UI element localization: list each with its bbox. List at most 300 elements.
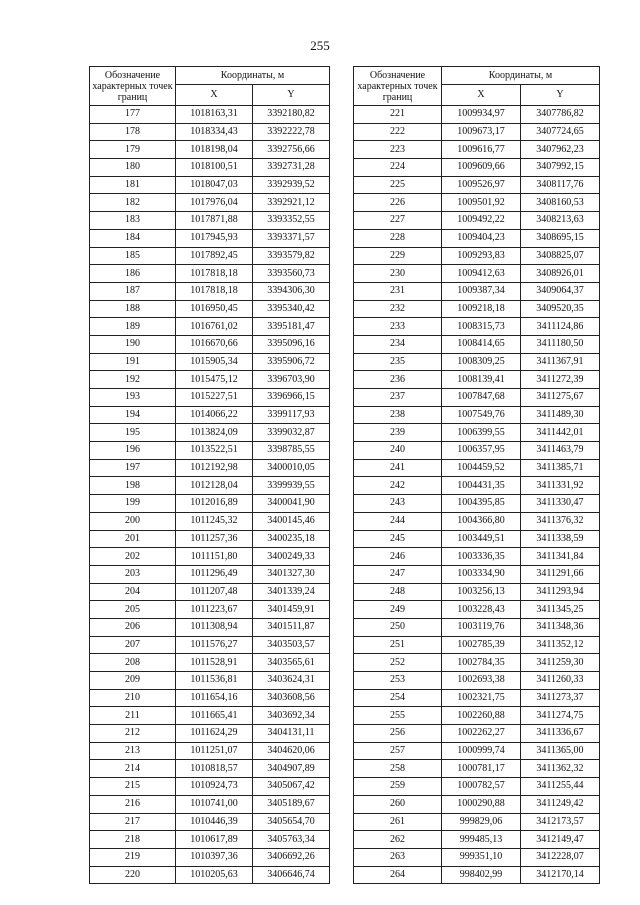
table-row xyxy=(90,371,330,389)
x-coordinate-cell: 1011223,67 xyxy=(176,601,253,619)
table-row xyxy=(354,760,600,778)
point-number-cell: 187 xyxy=(90,282,176,300)
y-coordinate-cell: 3411348,36 xyxy=(521,618,600,636)
y-coordinate-cell: 3400249,33 xyxy=(253,548,330,566)
table-row xyxy=(90,459,330,477)
y-coordinate-cell: 3411489,30 xyxy=(521,406,600,424)
point-number-cell: 230 xyxy=(354,265,442,283)
table-row xyxy=(354,601,600,619)
x-coordinate-cell: 999351,10 xyxy=(442,848,521,866)
point-number-cell: 208 xyxy=(90,654,176,672)
point-number-cell: 190 xyxy=(90,335,176,353)
y-coordinate-cell: 3401327,30 xyxy=(253,565,330,583)
x-coordinate-cell: 1013824,09 xyxy=(176,424,253,442)
y-coordinate-cell: 3411180,50 xyxy=(521,335,600,353)
table-row xyxy=(90,335,330,353)
table-row xyxy=(354,212,600,230)
point-number-cell: 198 xyxy=(90,477,176,495)
x-coordinate-cell: 1017976,04 xyxy=(176,194,253,212)
y-coordinate-cell: 3392222,78 xyxy=(253,123,330,141)
x-coordinate-cell: 1003334,90 xyxy=(442,565,521,583)
table-row xyxy=(90,760,330,778)
x-coordinate-cell: 1009218,18 xyxy=(442,300,521,318)
point-number-cell: 207 xyxy=(90,636,176,654)
y-coordinate-cell: 3411275,67 xyxy=(521,389,600,407)
point-number-cell: 219 xyxy=(90,848,176,866)
point-number-cell: 260 xyxy=(354,795,442,813)
point-number-cell: 188 xyxy=(90,300,176,318)
table-row xyxy=(354,265,600,283)
y-coordinate-cell: 3408695,15 xyxy=(521,229,600,247)
y-coordinate-cell: 3411362,32 xyxy=(521,760,600,778)
y-coordinate-cell: 3412173,57 xyxy=(521,813,600,831)
table-row xyxy=(90,689,330,707)
x-coordinate-cell: 1010617,89 xyxy=(176,831,253,849)
x-coordinate-cell: 1012016,89 xyxy=(176,495,253,513)
x-coordinate-cell: 1002785,39 xyxy=(442,636,521,654)
y-coordinate-cell: 3398785,55 xyxy=(253,442,330,460)
y-coordinate-cell: 3403692,34 xyxy=(253,707,330,725)
y-coordinate-cell: 3399939,55 xyxy=(253,477,330,495)
table-row xyxy=(90,353,330,371)
table-row xyxy=(354,813,600,831)
x-coordinate-cell: 1011151,80 xyxy=(176,548,253,566)
point-number-cell: 184 xyxy=(90,229,176,247)
point-number-cell: 214 xyxy=(90,760,176,778)
table-row xyxy=(90,813,330,831)
y-coordinate-cell: 3407786,82 xyxy=(521,106,600,124)
table-row xyxy=(90,654,330,672)
x-coordinate-cell: 1000999,74 xyxy=(442,742,521,760)
y-coordinate-cell: 3405067,42 xyxy=(253,778,330,796)
point-number-cell: 189 xyxy=(90,318,176,336)
x-coordinate-cell: 1009492,22 xyxy=(442,212,521,230)
point-number-cell: 197 xyxy=(90,459,176,477)
x-coordinate-cell: 1017945,93 xyxy=(176,229,253,247)
table-row xyxy=(90,477,330,495)
coordinates-table-right xyxy=(353,66,600,884)
table-row xyxy=(90,406,330,424)
point-number-cell: 252 xyxy=(354,654,442,672)
y-coordinate-cell: 3400010,05 xyxy=(253,459,330,477)
x-coordinate-cell: 1009501,92 xyxy=(442,194,521,212)
table-row xyxy=(90,424,330,442)
table-row xyxy=(354,282,600,300)
point-number-cell: 216 xyxy=(90,795,176,813)
table-row xyxy=(354,335,600,353)
y-coordinate-cell: 3403608,56 xyxy=(253,689,330,707)
point-number-cell: 250 xyxy=(354,618,442,636)
x-coordinate-cell: 1011207,48 xyxy=(176,583,253,601)
y-coordinate-cell: 3401511,87 xyxy=(253,618,330,636)
table-row xyxy=(90,742,330,760)
y-coordinate-cell: 3411273,37 xyxy=(521,689,600,707)
point-number-cell: 212 xyxy=(90,725,176,743)
x-coordinate-cell: 1002321,75 xyxy=(442,689,521,707)
table-row xyxy=(354,778,600,796)
x-coordinate-cell: 999485,13 xyxy=(442,831,521,849)
point-number-cell: 241 xyxy=(354,459,442,477)
table-row xyxy=(354,831,600,849)
y-coordinate-cell: 3411385,71 xyxy=(521,459,600,477)
table-row xyxy=(90,442,330,460)
table-row xyxy=(354,866,600,884)
x-coordinate-cell: 1004366,80 xyxy=(442,512,521,530)
x-coordinate-cell: 1018198,04 xyxy=(176,141,253,159)
point-number-cell: 234 xyxy=(354,335,442,353)
x-coordinate-cell: 1010924,73 xyxy=(176,778,253,796)
point-number-cell: 245 xyxy=(354,530,442,548)
y-coordinate-cell: 3403565,61 xyxy=(253,654,330,672)
table-row xyxy=(354,583,600,601)
x-coordinate-cell: 1011296,49 xyxy=(176,565,253,583)
y-column-header: Y xyxy=(253,85,330,106)
table-row xyxy=(354,159,600,177)
x-coordinate-cell: 1007847,68 xyxy=(442,389,521,407)
y-coordinate-cell: 3403624,31 xyxy=(253,672,330,690)
y-coordinate-cell: 3401459,91 xyxy=(253,601,330,619)
point-number-cell: 229 xyxy=(354,247,442,265)
x-coordinate-cell: 1003449,51 xyxy=(442,530,521,548)
table-row xyxy=(354,371,600,389)
y-coordinate-cell: 3411345,25 xyxy=(521,601,600,619)
table-row xyxy=(90,636,330,654)
x-coordinate-cell: 1002262,27 xyxy=(442,725,521,743)
y-coordinate-cell: 3411260,33 xyxy=(521,672,600,690)
point-number-cell: 185 xyxy=(90,247,176,265)
x-coordinate-cell: 1011665,41 xyxy=(176,707,253,725)
point-number-cell: 251 xyxy=(354,636,442,654)
table-row xyxy=(90,212,330,230)
point-number-cell: 237 xyxy=(354,389,442,407)
point-number-cell: 193 xyxy=(90,389,176,407)
coordinates-header: Координаты, м xyxy=(442,67,600,85)
y-coordinate-cell: 3400041,90 xyxy=(253,495,330,513)
point-number-cell: 177 xyxy=(90,106,176,124)
y-coordinate-cell: 3411255,44 xyxy=(521,778,600,796)
point-number-cell: 259 xyxy=(354,778,442,796)
table-row xyxy=(90,512,330,530)
point-number-cell: 217 xyxy=(90,813,176,831)
table-row xyxy=(90,530,330,548)
point-number-cell: 215 xyxy=(90,778,176,796)
point-number-cell: 242 xyxy=(354,477,442,495)
table-row xyxy=(90,866,330,884)
point-number-cell: 178 xyxy=(90,123,176,141)
table-row xyxy=(354,318,600,336)
point-number-cell: 248 xyxy=(354,583,442,601)
table-row xyxy=(90,831,330,849)
point-number-cell: 223 xyxy=(354,141,442,159)
y-coordinate-cell: 3393560,73 xyxy=(253,265,330,283)
table-row xyxy=(354,141,600,159)
point-number-cell: 183 xyxy=(90,212,176,230)
y-coordinate-cell: 3392180,82 xyxy=(253,106,330,124)
x-coordinate-cell: 1003119,76 xyxy=(442,618,521,636)
point-number-cell: 220 xyxy=(90,866,176,884)
table-row xyxy=(90,176,330,194)
x-coordinate-cell: 1003256,13 xyxy=(442,583,521,601)
table-row xyxy=(354,512,600,530)
x-coordinate-cell: 1009616,77 xyxy=(442,141,521,159)
x-coordinate-cell: 1017871,88 xyxy=(176,212,253,230)
point-number-cell: 224 xyxy=(354,159,442,177)
y-coordinate-cell: 3408926,01 xyxy=(521,265,600,283)
table-row xyxy=(90,848,330,866)
table-row xyxy=(90,159,330,177)
y-coordinate-cell: 3411367,91 xyxy=(521,353,600,371)
y-coordinate-cell: 3395096,16 xyxy=(253,335,330,353)
y-coordinate-cell: 3392921,12 xyxy=(253,194,330,212)
y-coordinate-cell: 3411365,00 xyxy=(521,742,600,760)
point-number-cell: 222 xyxy=(354,123,442,141)
point-number-cell: 211 xyxy=(90,707,176,725)
y-coordinate-cell: 3407992,15 xyxy=(521,159,600,177)
point-number-cell: 227 xyxy=(354,212,442,230)
x-coordinate-cell: 1011251,07 xyxy=(176,742,253,760)
x-coordinate-cell: 1009404,23 xyxy=(442,229,521,247)
y-coordinate-cell: 3411249,42 xyxy=(521,795,600,813)
table-row xyxy=(354,106,600,124)
y-coordinate-cell: 3400145,46 xyxy=(253,512,330,530)
y-coordinate-cell: 3396966,15 xyxy=(253,389,330,407)
point-number-cell: 235 xyxy=(354,353,442,371)
x-coordinate-cell: 1008414,65 xyxy=(442,335,521,353)
y-coordinate-cell: 3406646,74 xyxy=(253,866,330,884)
x-coordinate-cell: 1010397,36 xyxy=(176,848,253,866)
x-coordinate-cell: 1017818,18 xyxy=(176,265,253,283)
x-coordinate-cell: 1000782,57 xyxy=(442,778,521,796)
table-row xyxy=(90,618,330,636)
x-coordinate-cell: 1003336,35 xyxy=(442,548,521,566)
table-row xyxy=(90,229,330,247)
x-coordinate-cell: 1000290,88 xyxy=(442,795,521,813)
designation-header: Обозначение характерных точек границ xyxy=(90,67,176,106)
x-coordinate-cell: 1018100,51 xyxy=(176,159,253,177)
point-number-cell: 200 xyxy=(90,512,176,530)
table-row xyxy=(354,406,600,424)
x-coordinate-cell: 1006357,95 xyxy=(442,442,521,460)
x-coordinate-cell: 1009293,83 xyxy=(442,247,521,265)
y-coordinate-cell: 3393352,55 xyxy=(253,212,330,230)
page-number: 255 xyxy=(310,38,330,53)
point-number-cell: 253 xyxy=(354,672,442,690)
y-coordinate-cell: 3411331,92 xyxy=(521,477,600,495)
x-coordinate-cell: 1004459,52 xyxy=(442,459,521,477)
table-row xyxy=(90,282,330,300)
x-coordinate-cell: 1011308,94 xyxy=(176,618,253,636)
table-row xyxy=(354,123,600,141)
y-coordinate-cell: 3395906,72 xyxy=(253,353,330,371)
x-coordinate-cell: 1007549,76 xyxy=(442,406,521,424)
y-coordinate-cell: 3394306,30 xyxy=(253,282,330,300)
y-coordinate-cell: 3396703,90 xyxy=(253,371,330,389)
x-column-header: X xyxy=(176,85,253,106)
point-number-cell: 182 xyxy=(90,194,176,212)
x-coordinate-cell: 1009609,66 xyxy=(442,159,521,177)
table-row xyxy=(90,725,330,743)
point-number-cell: 179 xyxy=(90,141,176,159)
table-row xyxy=(354,618,600,636)
table-row xyxy=(90,194,330,212)
x-coordinate-cell: 1002260,88 xyxy=(442,707,521,725)
table-row xyxy=(354,725,600,743)
point-number-cell: 221 xyxy=(354,106,442,124)
x-coordinate-cell: 1012192,98 xyxy=(176,459,253,477)
point-number-cell: 263 xyxy=(354,848,442,866)
y-coordinate-cell: 3392756,66 xyxy=(253,141,330,159)
point-number-cell: 194 xyxy=(90,406,176,424)
y-coordinate-cell: 3392731,28 xyxy=(253,159,330,177)
x-coordinate-cell: 1008139,41 xyxy=(442,371,521,389)
point-number-cell: 243 xyxy=(354,495,442,513)
x-coordinate-cell: 1011528,91 xyxy=(176,654,253,672)
designation-header: Обозначение характерных точек границ xyxy=(354,67,442,106)
point-number-cell: 239 xyxy=(354,424,442,442)
table-row xyxy=(90,583,330,601)
point-number-cell: 225 xyxy=(354,176,442,194)
y-coordinate-cell: 3408825,07 xyxy=(521,247,600,265)
y-coordinate-cell: 3408213,63 xyxy=(521,212,600,230)
x-coordinate-cell: 1009526,97 xyxy=(442,176,521,194)
y-coordinate-cell: 3399117,93 xyxy=(253,406,330,424)
y-coordinate-cell: 3393579,82 xyxy=(253,247,330,265)
point-number-cell: 199 xyxy=(90,495,176,513)
point-number-cell: 232 xyxy=(354,300,442,318)
table-row xyxy=(354,495,600,513)
y-coordinate-cell: 3405763,34 xyxy=(253,831,330,849)
table-row xyxy=(354,672,600,690)
y-coordinate-cell: 3412149,47 xyxy=(521,831,600,849)
y-coordinate-cell: 3412228,07 xyxy=(521,848,600,866)
x-column-header: X xyxy=(442,85,521,106)
table-row xyxy=(354,689,600,707)
x-coordinate-cell: 1015905,34 xyxy=(176,353,253,371)
x-coordinate-cell: 1011624,29 xyxy=(176,725,253,743)
point-number-cell: 201 xyxy=(90,530,176,548)
point-number-cell: 254 xyxy=(354,689,442,707)
table-row xyxy=(354,707,600,725)
x-coordinate-cell: 1018334,43 xyxy=(176,123,253,141)
x-coordinate-cell: 1018047,03 xyxy=(176,176,253,194)
point-number-cell: 206 xyxy=(90,618,176,636)
point-number-cell: 205 xyxy=(90,601,176,619)
table-row xyxy=(90,106,330,124)
table-row xyxy=(354,654,600,672)
table-row xyxy=(90,141,330,159)
y-coordinate-cell: 3406692,26 xyxy=(253,848,330,866)
table-row xyxy=(354,530,600,548)
x-coordinate-cell: 1009934,97 xyxy=(442,106,521,124)
table-row xyxy=(90,123,330,141)
y-column-header: Y xyxy=(521,85,600,106)
y-coordinate-cell: 3411274,75 xyxy=(521,707,600,725)
y-coordinate-cell: 3411330,47 xyxy=(521,495,600,513)
x-coordinate-cell: 1018163,31 xyxy=(176,106,253,124)
point-number-cell: 203 xyxy=(90,565,176,583)
y-coordinate-cell: 3395181,47 xyxy=(253,318,330,336)
table-row xyxy=(354,565,600,583)
table-row xyxy=(90,778,330,796)
point-number-cell: 249 xyxy=(354,601,442,619)
table-row xyxy=(90,389,330,407)
table-row xyxy=(354,389,600,407)
y-coordinate-cell: 3411463,79 xyxy=(521,442,600,460)
table-row xyxy=(90,318,330,336)
table-row xyxy=(90,672,330,690)
y-coordinate-cell: 3392939,52 xyxy=(253,176,330,194)
y-coordinate-cell: 3393371,57 xyxy=(253,229,330,247)
point-number-cell: 181 xyxy=(90,176,176,194)
x-coordinate-cell: 1009387,34 xyxy=(442,282,521,300)
x-coordinate-cell: 1004431,35 xyxy=(442,477,521,495)
point-number-cell: 218 xyxy=(90,831,176,849)
y-coordinate-cell: 3409064,37 xyxy=(521,282,600,300)
table-row xyxy=(90,707,330,725)
table-row xyxy=(354,229,600,247)
table-row xyxy=(354,636,600,654)
point-number-cell: 213 xyxy=(90,742,176,760)
y-coordinate-cell: 3399032,87 xyxy=(253,424,330,442)
y-coordinate-cell: 3400235,18 xyxy=(253,530,330,548)
x-coordinate-cell: 1003228,43 xyxy=(442,601,521,619)
y-coordinate-cell: 3411293,94 xyxy=(521,583,600,601)
x-coordinate-cell: 1015227,51 xyxy=(176,389,253,407)
x-coordinate-cell: 998402,99 xyxy=(442,866,521,884)
table-row xyxy=(90,300,330,318)
point-number-cell: 247 xyxy=(354,565,442,583)
x-coordinate-cell: 1017892,45 xyxy=(176,247,253,265)
y-coordinate-cell: 3411272,39 xyxy=(521,371,600,389)
table-row xyxy=(90,495,330,513)
y-coordinate-cell: 3407724,65 xyxy=(521,123,600,141)
x-coordinate-cell: 1016761,02 xyxy=(176,318,253,336)
coordinates-table-left xyxy=(89,66,330,884)
table-row xyxy=(354,742,600,760)
point-number-cell: 257 xyxy=(354,742,442,760)
table-row xyxy=(90,795,330,813)
x-coordinate-cell: 1000781,17 xyxy=(442,760,521,778)
point-number-cell: 246 xyxy=(354,548,442,566)
table-row xyxy=(354,459,600,477)
table-row xyxy=(354,300,600,318)
x-coordinate-cell: 1009673,17 xyxy=(442,123,521,141)
point-number-cell: 209 xyxy=(90,672,176,690)
table-row xyxy=(354,176,600,194)
y-coordinate-cell: 3405654,70 xyxy=(253,813,330,831)
y-coordinate-cell: 3405189,67 xyxy=(253,795,330,813)
table-row xyxy=(354,442,600,460)
point-number-cell: 264 xyxy=(354,866,442,884)
point-number-cell: 196 xyxy=(90,442,176,460)
point-number-cell: 195 xyxy=(90,424,176,442)
y-coordinate-cell: 3411341,84 xyxy=(521,548,600,566)
x-coordinate-cell: 1008315,73 xyxy=(442,318,521,336)
y-coordinate-cell: 3411336,67 xyxy=(521,725,600,743)
x-coordinate-cell: 1013522,51 xyxy=(176,442,253,460)
x-coordinate-cell: 1002784,35 xyxy=(442,654,521,672)
point-number-cell: 255 xyxy=(354,707,442,725)
point-number-cell: 226 xyxy=(354,194,442,212)
y-coordinate-cell: 3401339,24 xyxy=(253,583,330,601)
y-coordinate-cell: 3411442,01 xyxy=(521,424,600,442)
table-row xyxy=(90,265,330,283)
x-coordinate-cell: 1008309,25 xyxy=(442,353,521,371)
point-number-cell: 244 xyxy=(354,512,442,530)
x-coordinate-cell: 1011257,36 xyxy=(176,530,253,548)
x-coordinate-cell: 1016670,66 xyxy=(176,335,253,353)
point-number-cell: 238 xyxy=(354,406,442,424)
